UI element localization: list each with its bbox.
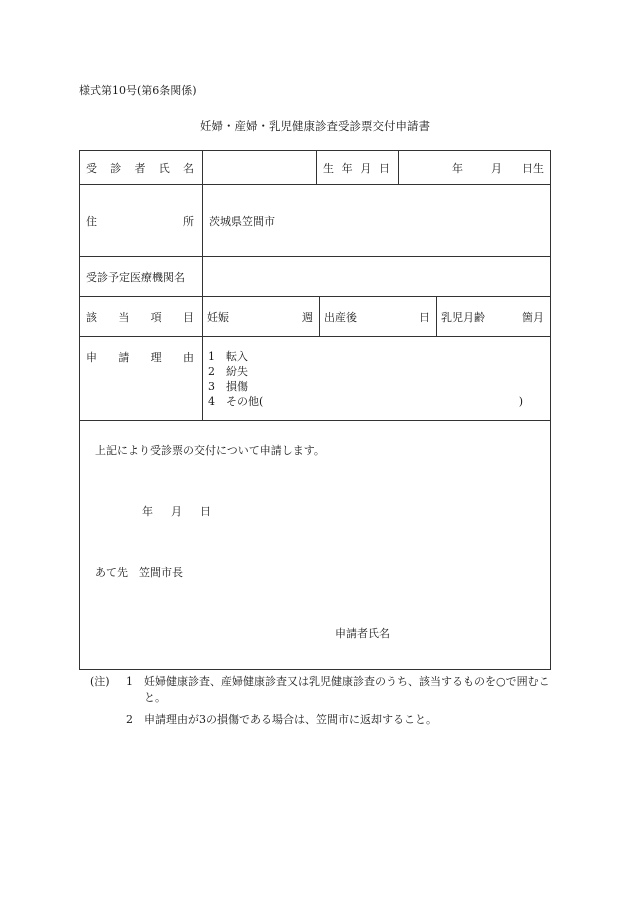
pregnancy-label: 妊娠 [207, 310, 229, 324]
infant-unit: 箇月 [522, 310, 544, 324]
note-item: 2 申請理由が3の損傷である場合は、笠間市に返却すること。 [126, 713, 437, 726]
postpartum-days-cell[interactable] [320, 297, 437, 336]
applicable-item-row [80, 297, 550, 337]
birthdate-field[interactable]: 年 月 日生 [452, 161, 544, 175]
reason-option-transfer[interactable]: 1 転入 [208, 350, 248, 363]
examinee-name-label: 受 診 者 氏 名 [80, 151, 203, 184]
form-title: 妊婦・産婦・乳児健康診査受診票交付申請書 [200, 119, 430, 133]
address-label: 住 所 [80, 185, 203, 256]
medical-institution-field[interactable] [203, 257, 550, 296]
postpartum-label: 出産後 [324, 310, 357, 324]
reason-row [80, 337, 550, 421]
notes-head: (注) [90, 675, 110, 688]
notes [90, 674, 560, 728]
address-field[interactable]: 茨城県笠間市 [209, 214, 275, 228]
pregnancy-weeks-cell[interactable] [203, 297, 320, 336]
birthdate-label: 生 年 月 日 [317, 151, 399, 184]
address-row [80, 185, 550, 257]
medical-institution-label: 受診予定医療機関名 [80, 257, 203, 296]
applicable-item-label: 該 当 項 目 [80, 297, 203, 336]
examinee-name-row [80, 151, 550, 185]
reason-option-lost[interactable]: 2 紛失 [208, 365, 248, 378]
reason-option-other[interactable]: 4 その他( ) [208, 395, 523, 408]
postpartum-unit: 日 [419, 310, 430, 324]
other-close-paren: ) [518, 395, 523, 408]
reason-option-damaged[interactable]: 3 損傷 [208, 380, 248, 393]
addressee: あて先 笠間市長 [95, 566, 183, 579]
reason-label: 申 請 理 由 [80, 337, 203, 420]
form-number: 様式第10号(第6条関係) [79, 84, 197, 97]
application-date[interactable]: 年 月 日 [142, 505, 211, 518]
infant-months-cell[interactable] [437, 297, 550, 336]
examinee-name-field[interactable] [203, 151, 317, 184]
reason-options [203, 337, 550, 420]
application-form [79, 150, 551, 670]
medical-institution-row [80, 257, 550, 297]
infant-label: 乳児月齢 [441, 310, 485, 324]
applicant-name-label: 申請者氏名 [335, 627, 390, 640]
note-item: (注) 1 妊婦健康診査、産婦健康診査又は乳児健康診査のうち、該当するものを○で囲むこと。 [90, 675, 550, 704]
pregnancy-unit: 週 [302, 310, 313, 324]
application-statement: 上記により受診票の交付について申請します。 [95, 444, 325, 457]
